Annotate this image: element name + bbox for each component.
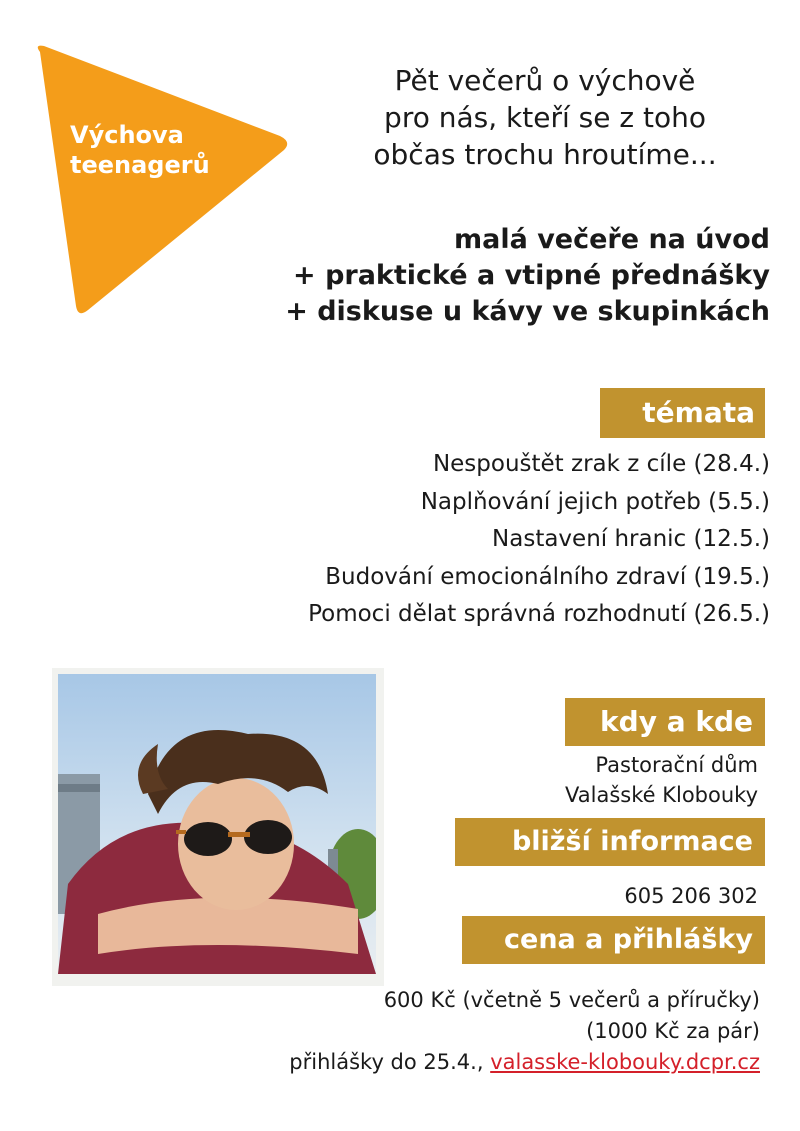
program-line-1: malá večeře na úvod (453, 224, 770, 255)
price-info (140, 985, 760, 1078)
price-line-2: (1000 Kč za pár) (586, 1019, 760, 1043)
intro-line-3: občas trochu hroutíme... (373, 138, 717, 171)
logo-line-2: teenagerů (70, 151, 210, 179)
intro-line-1: Pět večerů o výchově (394, 64, 696, 97)
topic-item: Naplňování jejich potřeb (5.5.) (420, 488, 770, 515)
topics-list (140, 446, 770, 634)
website-link[interactable]: valasske-klobouky.dcpr.cz (490, 1050, 760, 1074)
logo-line-1: Výchova (70, 121, 184, 149)
program-line-2: + praktické a vtipné přednášky (293, 260, 770, 291)
topics-heading: témata (600, 388, 765, 438)
logo-text (70, 120, 260, 180)
intro-line-2: pro nás, kteří se z toho (384, 101, 706, 134)
topic-item: Nespouštět zrak z cíle (28.4.) (432, 451, 770, 477)
topic-item: Pomoci dělat správná rozhodnutí (26.5.) (308, 601, 770, 627)
phone-number: 605 206 302 (624, 884, 758, 908)
price-line-3 (140, 1047, 760, 1078)
program-list (200, 222, 770, 330)
topic-item: Budování emocionálního zdraví (19.5.) (325, 563, 770, 590)
registration-deadline: přihlášky do 25.4., (289, 1050, 491, 1074)
info-heading: bližší informace (455, 818, 765, 866)
teenager-photo (58, 674, 376, 974)
topic-item: Nastavení hranic (12.5.) (492, 526, 770, 552)
venue (450, 750, 758, 810)
when-where-heading: kdy a kde (565, 698, 765, 746)
venue-town: Valašské Klobouky (565, 783, 758, 807)
program-line-3: + diskuse u kávy ve skupinkách (285, 296, 770, 327)
teenager-illustration-icon (58, 674, 376, 974)
price-line-1: 600 Kč (včetně 5 večerů a příručky) (383, 988, 760, 1012)
price-heading: cena a přihlášky (462, 916, 765, 964)
intro-text (330, 62, 760, 173)
venue-name: Pastorační dům (595, 753, 758, 777)
